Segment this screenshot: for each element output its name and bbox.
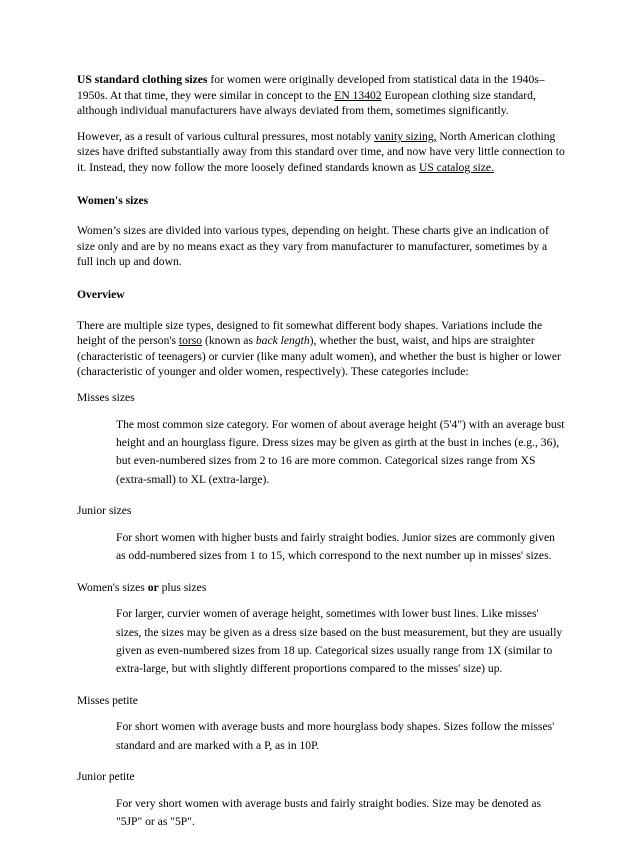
- def-misses-sizes: The most common size category. For women of about average height (5'4") with an average bust height and an hourglass figure. Dress sizes may be given as girth at the bust in inches (e.g., 36), but even-numbered sizes from 2 to 16 are more common. Categorical sizes range from XS (extra-small) to XL (extra-large).: [116, 417, 565, 486]
- intro-paragraph: [77, 72, 565, 119]
- intro-bold-lead: US standard clothing sizes: [77, 73, 208, 86]
- term-misses-petite: Misses petite: [77, 693, 138, 707]
- vanity-paragraph: [77, 129, 565, 176]
- term-junior-sizes: Junior sizes: [77, 504, 132, 518]
- link-us-catalog-size[interactable]: US catalog size.: [418, 160, 494, 174]
- def-junior-petite: For very short women with average busts and fairly straight bodies. Size may be denoted as "5JP" or as "5P".: [116, 796, 542, 829]
- term-womens-plus-sizes: [77, 580, 565, 596]
- term-misses-sizes: Misses sizes: [77, 390, 135, 404]
- link-en-13402[interactable]: EN 13402: [334, 88, 382, 102]
- term-womens-a: Women's sizes: [77, 580, 148, 594]
- overview-text-2: (known as: [202, 334, 256, 348]
- overview-italic-back-length: back length: [255, 334, 310, 348]
- overview-paragraph: [77, 318, 565, 380]
- link-torso[interactable]: torso: [178, 334, 203, 348]
- intro-text-1: for women were originally developed from statistical data in the 1940s–1950s. At that time, they were similar in concept to the: [77, 73, 545, 102]
- intro-text-2: European clothing size standard, although individual manufacturers have always deviated from them, sometimes significantly.: [77, 88, 536, 118]
- def-misses-petite: For short women with average busts and more hourglass body shapes. Sizes follow the misses' standard and are marked with a P, as in 10P.: [116, 720, 555, 752]
- def-womens-plus-sizes: For larger, curvier women of average height, sometimes with lower bust lines. Like misses' sizes, the sizes may be given as a dress size based on the bust measurement, but they are usually given as even-numbered sizes from 18 up. Categorical sizes usually range from 1X (similar to extra-large, but with slightly different proportions compared to the misses' size) up.: [116, 607, 563, 676]
- para2-text-1: However, as a result of various cultural pressures, most notably: [77, 129, 375, 143]
- para2-text-2: North American clothing sizes have drifted substantially away from this standard over time, and now have very little connection to it. Instead, they now follow the more loosely defined standards known as: [77, 129, 565, 174]
- document-content: [77, 72, 565, 846]
- link-vanity-sizing[interactable]: vanity sizing,: [374, 129, 437, 143]
- term-womens-or: or: [147, 580, 159, 594]
- def-junior-sizes: For short women with higher busts and fairly straight bodies. Junior sizes are commonly given as odd-numbered sizes from 1 to 15, which correspond to the next number up in misses' sizes.: [116, 530, 555, 563]
- term-womens-b: plus sizes: [158, 580, 207, 594]
- term-junior-petite: Junior petite: [77, 770, 135, 784]
- overview-text-3: ), whether the bust, waist, and hips are straighter (characteristic of teenagers) or curvier (like many adult women), and whether the bust is higher or lower (characteristic of younger and older women, respectively). These categories include:: [77, 334, 561, 379]
- heading-overview: Overview: [77, 287, 125, 301]
- womens-sizes-paragraph: Women’s sizes are divided into various types, depending on height. These charts give an indication of size only and are by no means exact as they vary from manufacturer to manufacturer, sometimes by a full inch up and down.: [77, 224, 549, 269]
- heading-womens-sizes: Women's sizes: [77, 193, 149, 207]
- overview-text-1: There are multiple size types, designed to fit somewhat different body shapes. Variations include the height of the person's: [77, 318, 543, 348]
